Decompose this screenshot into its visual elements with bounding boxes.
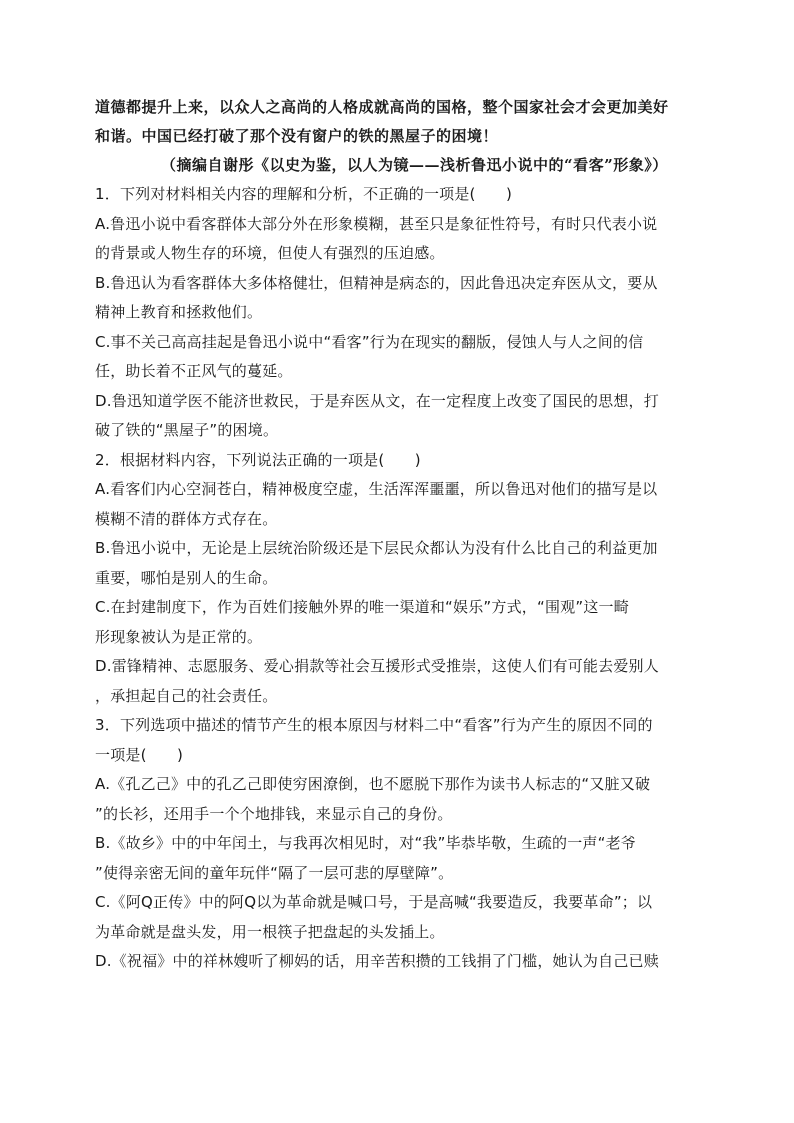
question-1-option-c: 任，助长着不正风气的蔓延。	[95, 362, 293, 380]
question-1-option-b: 精神上教育和拯救他们。	[95, 303, 263, 321]
passage-line: 和谐。中国已经打破了那个没有窗户的铁的黑屋子的困境！	[95, 127, 499, 145]
question-1-option-a: 的背景或人物生存的环境，但使人有强烈的压迫感。	[95, 244, 445, 262]
question-1-option-a: A.鲁迅小说中看客群体大部分外在形象模糊，甚至只是象征性符号，有时只代表小说	[95, 214, 658, 233]
question-2-option-d: ，承担起自己的社会责任。	[95, 686, 278, 705]
document-page	[95, 93, 700, 977]
question-2-option-c: 形现象被认为是正常的。	[95, 627, 263, 646]
question-3-option-c: 为革命就是盘头发，用一根筷子把盘起的头发插上。	[95, 922, 445, 941]
question-2-stem: 2．根据材料内容，下列说法正确的一项是( )	[95, 450, 421, 469]
question-3-option-a: ”的长衫，还用手一个个地排钱，来显示自己的身份。	[95, 804, 453, 823]
question-1-option-c: C.事不关己高高挂起是鲁迅小说中“看客”行为在现实的翻版，侵蚀人与人之间的信	[95, 332, 644, 351]
question-3-option-d: D.《祝福》中的祥林嫂听了柳妈的话，用辛苦积攒的工钱捐了门槛，她认为自己已赎	[95, 952, 659, 970]
question-2-option-b: 重要，哪怕是别人的生命。	[95, 568, 278, 587]
question-1-option-d: 破了铁的“黑屋子”的困境。	[95, 421, 279, 439]
question-2-option-c: C.在封建制度下，作为百姓们接触外界的唯一渠道和“娱乐”方式，“围观”这一畸	[95, 598, 629, 616]
question-3-option-b: B.《故乡》中的中年闰土，与我再次相见时，对“我”毕恭毕敬，生疏的一声“老爷	[95, 834, 636, 852]
question-2-option-b: B.鲁迅小说中，无论是上层统治阶级还是下层民众都认为没有什么比自己的利益更加	[95, 539, 658, 557]
passage-source: （摘编自谢彤《以史为鉴，以人为镜——浅析鲁迅小说中的“看客”形象》）	[161, 156, 668, 174]
question-3-option-b: ”使得亲密无间的童年玩伴“隔了一层可悲的厚壁障”。	[95, 863, 454, 882]
question-3-stem: 3．下列选项中描述的情节产生的根本原因与材料二中“看客”行为产生的原因不同的	[95, 716, 653, 734]
question-2-option-d: D.雷锋精神、志愿服务、爱心捐款等社会互援形式受推崇，这使人们有可能去爱别人	[95, 657, 659, 675]
question-3-option-c: C.《阿Q正传》中的阿Q以为革命就是喊口号，于是高喊“我要造反，我要革命”；以	[95, 893, 653, 911]
question-1-option-d: D.鲁迅知道学医不能济世救民，于是弃医从文，在一定程度上改变了国民的思想，打	[95, 391, 659, 410]
question-1-stem: 1．下列对材料相关内容的理解和分析，不正确的一项是( )	[95, 185, 513, 203]
question-1-option-b: B.鲁迅认为看客群体大多体格健壮，但精神是病态的，因此鲁迅决定弃医从文，要从	[95, 273, 658, 292]
question-3-stem: 一项是( )	[95, 745, 184, 764]
question-3-option-a: A.《孔乙己》中的孔乙己即使穷困潦倒，也不愿脱下那作为读书人标志的“又脏又破	[95, 775, 651, 793]
question-2-option-a: A.看客们内心空洞苍白，精神极度空虚，生活浑浑噩噩，所以鲁迅对他们的描写是以	[95, 480, 658, 498]
passage-line: 道德都提升上来，以众人之高尚的人格成就高尚的国格，整个国家社会才会更加美好	[95, 98, 669, 116]
question-2-option-a: 模糊不清的群体方式存在。	[95, 509, 278, 528]
